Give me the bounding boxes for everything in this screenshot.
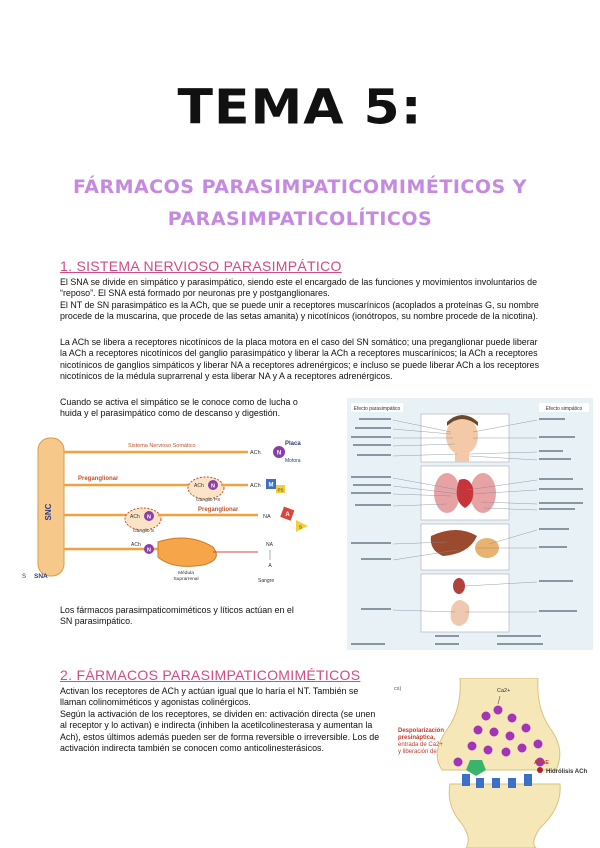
svg-text:Ganglio PS: Ganglio PS — [196, 498, 221, 503]
section-2-para-1: Activan los receptores de ACh y actúan igual que lo haría el NT. También se llaman colinomiméticos y agonistas colinérgicos. Según la activación de los receptores, se dividen en: activación directa (se unen al receptor y lo activan) e indirecta (inhiben la acetilcolinesterasa y aumentan la Ach), estos últimos además pueden ser de forma reversible o irreversible. Los de activación indirecta también se conocen como anticolinesterásicos. — [60, 686, 380, 754]
svg-text:ACh: ACh — [131, 542, 141, 548]
svg-text:Placa: Placa — [285, 441, 301, 447]
section-2-heading: 2. FÁRMACOS PARASIMPATICOMIMÉTICOS — [60, 667, 361, 683]
svg-text:Médula: Médula — [178, 571, 194, 576]
snc-label: SNC — [44, 503, 53, 521]
svg-text:M: M — [268, 482, 274, 489]
left-header: Efecto parasimpático — [353, 406, 401, 412]
svg-text:PS: PS — [277, 487, 284, 493]
svg-text:Ganglio S: Ganglio S — [133, 529, 155, 534]
svg-text:N: N — [147, 514, 151, 521]
svg-text:Despolarización: Despolarización — [398, 728, 445, 734]
svg-text:ACh: ACh — [250, 450, 261, 456]
svg-text:N: N — [276, 450, 282, 457]
svg-text:Ca2+: Ca2+ — [497, 688, 511, 694]
nervous-system-diagram — [8, 432, 343, 592]
svg-text:Suprarrenal: Suprarrenal — [173, 577, 199, 582]
svg-text:ACh: ACh — [194, 483, 204, 489]
page-title: TEMA 5: — [177, 80, 423, 136]
svg-text:N: N — [211, 483, 215, 490]
svg-text:Motora: Motora — [285, 458, 301, 464]
svg-text:Sangre: Sangre — [258, 578, 275, 584]
section-1-para-1: El SNA se divide en simpático y parasimpático, siendo este el encargado de las funciones y movimientos involuntarios de “reposo”. El SNA está formado por neuronas pre y postganglionares. El NT de SN parasimpático es la ACh, que se puede unir a receptores muscarínicos (acoplados a proteínas G, su nombre procede de la muscarina, que procede de las setas amanita) y nicotínicos (ionótropos, su nombre procede de la nicotina). — [60, 277, 539, 322]
svg-text:Hidrólisis ACh: Hidrólisis ACh — [546, 769, 588, 775]
svg-text:cs): cs) — [394, 686, 402, 692]
svg-text:Preganglionar: Preganglionar — [78, 476, 119, 482]
section-1-para-4: Los fármacos parasimpaticomiméticos y líticos actúan en el SN parasimpático. — [60, 605, 294, 627]
section-1-para-3: Cuando se activa el simpático se le conoce como de lucha o huida y el parasimpático como de descanso y digestión. — [60, 397, 298, 419]
autonomic-effects-figure — [347, 398, 593, 650]
svg-text:SNA: SNA — [34, 573, 48, 580]
svg-text:ACh: ACh — [130, 514, 140, 520]
svg-text:ACh: ACh — [250, 483, 261, 489]
svg-text:A: A — [285, 512, 290, 518]
svg-text:y liberación de: y liberación de — [398, 749, 437, 755]
cholinergic-synapse-figure — [390, 678, 600, 848]
svg-text:presináptica,: presináptica, — [398, 735, 436, 741]
svg-text:S: S — [22, 574, 27, 580]
svg-text:NA: NA — [266, 542, 273, 548]
right-header: Efecto simpático — [545, 406, 583, 412]
somatic-label: Sistema Nervioso Somático — [128, 443, 196, 449]
svg-text:entrada de Ca2+: entrada de Ca2+ — [398, 742, 443, 748]
svg-text:Preganglionar: Preganglionar — [198, 507, 239, 513]
svg-text:A: A — [268, 563, 272, 569]
section-1-heading: 1. SISTEMA NERVIOSO PARASIMPÁTICO — [60, 258, 342, 274]
svg-text:AChE: AChE — [534, 760, 549, 766]
subtitle-line-2: PARASIMPATICOLÍTICOS — [167, 208, 433, 230]
svg-text:S: S — [299, 524, 303, 530]
section-1-para-2: La ACh se libera a receptores nicotínicos de la placa motora en el caso del SN somático; una preganglionar puede liberar la ACh a receptores nicotínicos del ganglio parasimpático y liberar la ACh a receptores muscarínicos; la ACh a receptores nicotínicos de ganglios simpáticos y liberar NA a receptores adrenérgicos; e incluso se puede liberar ACh a los receptores nicotínicos de la médula suprarrenal y esta liberar NA y A a receptores adrenérgicos. — [60, 337, 540, 382]
subtitle-line-1: FÁRMACOS PARASIMPATICOMIMÉTICOS Y — [72, 176, 528, 198]
svg-text:NA: NA — [263, 514, 271, 520]
svg-text:N: N — [147, 547, 151, 554]
